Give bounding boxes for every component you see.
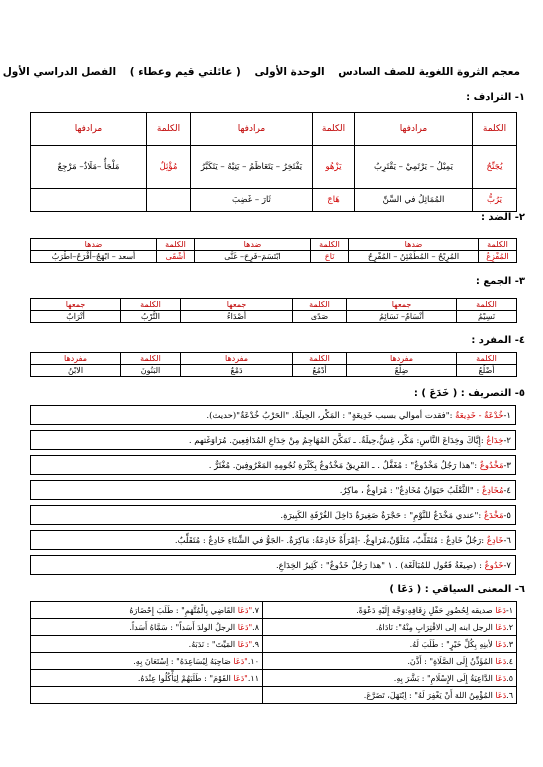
singulars-table — [30, 352, 517, 377]
item-text: لأبنِهِ بِكُلِّ خَيْرٍ" : طَلَبَ لَهُ. — [409, 639, 496, 649]
item-number: ٤- — [503, 486, 511, 496]
item-keyword: "دَعَا — [233, 673, 248, 683]
table-row — [31, 653, 517, 670]
item-text: المَيِّتَ" : نَدَبَهُ. — [188, 639, 238, 649]
col-word: الكلمة — [473, 113, 517, 146]
item-number: ٥- — [503, 511, 511, 521]
item-keyword: "دَعَا — [237, 605, 253, 615]
item-number: ١- — [503, 411, 511, 421]
item-text: : "الثَّعْلَبُ حَيَوَانٌ مُخَادِعٌ" : مُرَاوِغٌ ، ماكِرٌ. — [339, 486, 483, 496]
col-word: الكلمة — [311, 239, 349, 251]
col-sing: مفردها — [347, 353, 457, 365]
item-number: ٧- — [503, 561, 511, 571]
item-number: ١- — [506, 605, 513, 615]
col-plural: جمعها — [31, 299, 121, 311]
word-cell: صَدًى — [293, 311, 347, 323]
plural-cell: أَصْدَاءُ — [181, 311, 293, 323]
col-ant: ضدها — [31, 239, 157, 251]
derivation-item — [30, 505, 516, 525]
table-row — [31, 602, 517, 619]
word-cell: هَاجَ — [313, 189, 355, 212]
col-word: الكلمة — [157, 239, 195, 251]
col-word: الكلمة — [457, 353, 517, 365]
word-cell: نَاحَ — [311, 251, 349, 263]
item-keyword: دَعَا — [495, 656, 507, 666]
col-sing: مفردها — [31, 353, 121, 365]
item-text: صديقه لِحُضُورِ حَفْلِ زِفَافِهِ:وَجَّهَ إِلَيْهِ دَعْوَةً. — [356, 605, 496, 615]
item-text: صَاحِبَهُ لِيُسَاعِدَهُ" : اِسْتَعَانَ بِهِ. — [133, 656, 234, 666]
sing-cell: ضِلْعٌ — [347, 365, 457, 377]
table-header-row — [31, 239, 517, 251]
item-text: :"عندي مَخْدَعٌ للنَّوْمِ" : حَجْرَةٌ صَغِيرَةٌ دَاخِلَ الغُرْفَةِ الكَبِيرَةِ. — [280, 511, 484, 521]
item-keyword: دَعَا — [495, 690, 507, 700]
syn-cell: ثَارَ – غَضِبَ — [191, 189, 313, 212]
derivation-item — [30, 530, 516, 550]
table-row — [31, 146, 517, 189]
item-keyword: "دَعَا — [237, 622, 253, 632]
table-row — [31, 365, 517, 377]
item-keyword: مُخَادِعٌ — [482, 486, 504, 496]
word-cell: التُّرْبُ — [121, 311, 181, 323]
item-number: ٥. — [506, 673, 513, 683]
word-cell: أَشْقَى — [157, 251, 195, 263]
col-word: الكلمة — [147, 113, 191, 146]
table-row — [31, 251, 517, 263]
col-syn: مرادفها — [355, 113, 473, 146]
empty-cell — [31, 189, 147, 212]
table-header-row — [31, 299, 517, 311]
col-plural: جمعها — [181, 299, 293, 311]
item-text: الرجلُ الولدَ أَسَداً" : سَمَّاهُ أَسَداً. — [129, 622, 238, 632]
synonyms-table — [30, 112, 517, 212]
context-cell — [31, 653, 263, 670]
item-text: :إِيَّاكَ وخِدَاعَ النَّاسِ: مَكْر، غِشٌّ،حِيلَةٌ. ـ تَمَكَّنَ المُهَاجِمُ مِنْ خِدَاعِ المُدَافِعِينَ. مُرَاوَغَتهم . — [188, 436, 487, 446]
item-keyword: دَعَا — [495, 639, 507, 649]
derivation-heading: ٥- التصريف : ( خَدَعَ ) : — [413, 388, 525, 399]
context-cell — [31, 602, 263, 619]
semester-text: الفصل الدراسي الأول — [2, 66, 117, 78]
item-text: الدَّاعِيَةُ إِلَى الإِسْلَامِ" : بَشَّرَ بِهِ. — [393, 673, 496, 683]
item-keyword: خُدْعَةٌ - خَدِيعَةٌ — [455, 411, 504, 421]
context-cell — [263, 636, 517, 653]
item-number: ٢- — [503, 436, 511, 446]
context-cell — [31, 670, 263, 687]
table-row — [31, 189, 517, 212]
syn-cell: يَفْتَخِرُ – يَتَعَاظَمُ – يَتِيْهُ – يَتَكَبَّرُ — [191, 146, 313, 189]
col-word: الكلمة — [457, 299, 517, 311]
item-number: ١٠. — [247, 656, 259, 666]
item-number: ٤. — [506, 656, 513, 666]
table-row — [31, 687, 517, 704]
context-cell — [31, 619, 263, 636]
empty-cell — [147, 189, 191, 212]
context-cell — [263, 619, 517, 636]
unit-text: الوحدة الأولى — [254, 66, 325, 78]
item-keyword: دَعَا — [495, 605, 506, 615]
antonyms-table — [30, 238, 517, 263]
derivation-item — [30, 430, 516, 450]
derivation-item — [30, 455, 516, 475]
item-text: : (صِيغَةُ فَعُول للمُبَالَغَة) . ١ "هذا رَجُلٌ خَدُوعٌ" : كَثِيرُ الخِدَاعِ. — [275, 561, 485, 571]
item-number: ٦- — [503, 536, 511, 546]
synonyms-heading: ١- الترادف : — [466, 92, 525, 103]
item-text: :"هذا رَجُلٌ مَخْدُوعٌ" : مُغَفَّلٌ . ـ الفَرِيقُ مَخْدُوعٌ بِكَثْرَةِ نُجُومِهِ المَعْرُوفِينَ. مُغْتَرٌّ . — [208, 461, 480, 471]
syn-cell: المُمَاثِلُ في السِّنِّ — [355, 189, 473, 212]
table-row — [31, 636, 517, 653]
item-number: ١١. — [247, 673, 259, 683]
col-ant: ضدها — [195, 239, 311, 251]
item-keyword: خَدُوعٌ — [484, 561, 504, 571]
item-number: ٣. — [506, 639, 513, 649]
derivation-item — [30, 405, 516, 425]
item-text: القَوْمَ" : طَلَبَهُمْ لِيَأْكُلُوا عِنْدَهُ. — [137, 673, 234, 683]
col-word: الكلمة — [293, 353, 347, 365]
plurals-table — [30, 298, 517, 323]
table-header-row — [31, 353, 517, 365]
sing-cell: دَمْعٌ — [181, 365, 293, 377]
item-number: ٨. — [252, 622, 259, 632]
table-header-row — [31, 113, 517, 146]
item-text: المُؤَذِّنُ إِلَى الصَّلَاةِ" : أَذَّنَ. — [407, 656, 496, 666]
ant-cell: أسعد – ابْهَجُ–أفْرَحُ–اطْرَبُ — [31, 251, 157, 263]
word-cell: يَرُبُّ — [473, 189, 517, 212]
col-ant: ضدها — [349, 239, 479, 251]
document-title — [2, 66, 525, 78]
item-text: القَاضِي بِالْمُتَّهَمِ" : طَلَبَ إِحْضَارَهُ — [129, 605, 238, 615]
table-row — [31, 670, 517, 687]
item-keyword: مَخْدَعٌ — [483, 511, 504, 521]
plurals-heading: ٣- الجمع : — [475, 276, 525, 287]
col-syn: مرادفها — [191, 113, 313, 146]
item-number: ٩. — [252, 639, 259, 649]
item-keyword: خَادِعٌ — [486, 536, 504, 546]
col-sing: مفردها — [181, 353, 293, 365]
col-word: الكلمة — [121, 353, 181, 365]
ant-cell: المُرِيْحُ – المُطَمْئِنُ – المُفْرِحُ — [349, 251, 479, 263]
item-keyword: دَعَا — [495, 673, 507, 683]
item-keyword: دَعَا — [495, 622, 507, 632]
item-keyword: خِدَاعٌ — [486, 436, 504, 446]
word-cell: يَزْهُو — [313, 146, 355, 189]
item-number: ٣- — [503, 461, 511, 471]
item-number: ٧. — [252, 605, 259, 615]
context-cell — [31, 687, 263, 704]
syn-cell: يَمِيْلُ – يَرْتَمِيْ – يَقْتَرِبُ — [355, 146, 473, 189]
context-cell — [263, 602, 517, 619]
item-keyword: مَخْدُوعٌ — [479, 461, 504, 471]
item-keyword: "دَعَا — [233, 656, 248, 666]
item-text: الرجل ابنه إلى الاقْتِرَابِ مِنْهُ": نَادَاهُ. — [375, 622, 496, 632]
col-plural: جمعها — [347, 299, 457, 311]
item-number: ٢. — [506, 622, 513, 632]
word-cell: أَضْلُعُ — [457, 365, 517, 377]
word-cell: يُجَنِّحُ — [473, 146, 517, 189]
antonyms-heading: ٢- الضد : — [480, 212, 525, 223]
context-cell — [263, 653, 517, 670]
context-heading: ٦- المعنى السياقي : ( دَعَا ) — [389, 584, 525, 595]
col-word: الكلمة — [121, 299, 181, 311]
derivation-item — [30, 555, 516, 575]
col-word: الكلمة — [313, 113, 355, 146]
word-cell: البَنُونَ — [121, 365, 181, 377]
derivation-item — [30, 480, 516, 500]
item-text: :رَجُلٌ خَادِعٌ : مُتَقَلِّبٌ، مُتَلَوِّنٌ،مُرَاوِغٌ. -اِمْرَأَةٌ خَادِعَةٌ: مَاكِرَةٌ. -الجَوُّ في الشِّتَاءِ خَادِعٌ : مُتَقَلِّبٌ. — [174, 536, 487, 546]
word-cell: نَسِيْمُ — [457, 311, 517, 323]
item-text: المُؤْمِنُ اللهَ أَنْ يَغْفِرَ لَهُ" : اِبْتَهَلَ، تَضَرَّعَ. — [363, 690, 496, 700]
context-cell — [263, 670, 517, 687]
plural-cell: أتْرَابٌ — [31, 311, 121, 323]
plural-cell: أَنْسَامٌ– نَسَائِمُ — [347, 311, 457, 323]
table-row — [31, 311, 517, 323]
col-word: الكلمة — [479, 239, 517, 251]
item-number: ٦. — [506, 690, 513, 700]
item-keyword: "دَعَا — [237, 639, 253, 649]
word-cell: المُفْزِعُ — [479, 251, 517, 263]
title-text: معجم الثروة اللغوية للصف السادس — [338, 66, 520, 78]
col-syn: مرادفها — [31, 113, 147, 146]
context-cell — [31, 636, 263, 653]
sing-cell: الابْنُ — [31, 365, 121, 377]
syn-cell: مَلْجَأٌ –مَلَاذٌ– مَرْجِعٌ — [31, 146, 147, 189]
col-word: الكلمة — [293, 299, 347, 311]
unit-name-text: ( عائلتي قيم وعطاء ) — [129, 66, 241, 78]
context-cell — [263, 687, 517, 704]
ant-cell: ابْتَسَمَ–فَرِحَ– غَنَّى — [195, 251, 311, 263]
item-text: :"فقدت أموالي بسبب خَدِيعَةٍ" : المَكْر، الحِيلَةُ. "الحَرْبُ خُدْعَةٌ"(حديث). — [206, 411, 456, 421]
word-cell: مُؤْئِلٌ — [147, 146, 191, 189]
context-table — [30, 601, 517, 704]
word-cell: أَدْمُعُ — [293, 365, 347, 377]
singulars-heading: ٤- المفرد : — [471, 335, 525, 346]
table-row — [31, 619, 517, 636]
